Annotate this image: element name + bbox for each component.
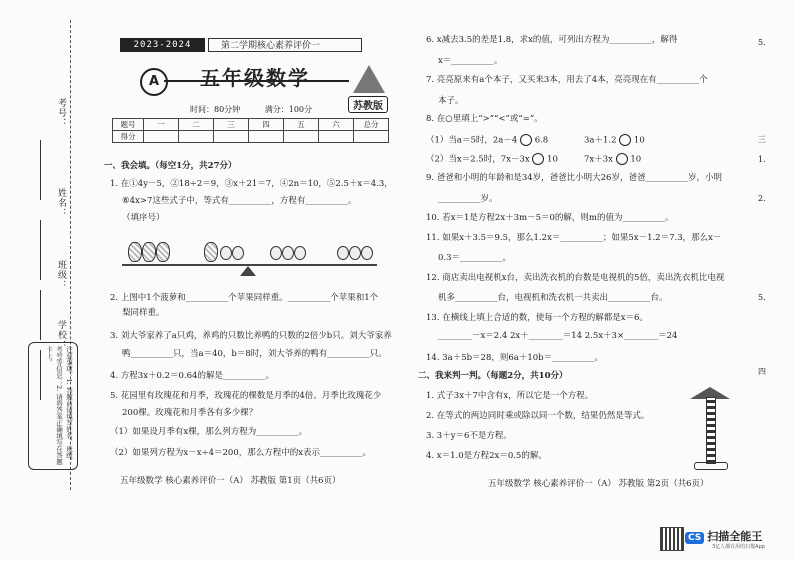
pineapple-icon (204, 242, 218, 262)
judge-4: 4. x＝1.0是方程2x＝0.5的解。 (426, 451, 547, 461)
edge-text: 5. (758, 293, 766, 302)
score-cell: 得分 (113, 131, 144, 143)
question-10: 10. 若x＝1是方程2x＋3m－5＝0的解，则m的值为__________。 (426, 213, 674, 223)
spinning-top-illustration (680, 372, 740, 472)
question-9-line-2: __________岁。 (438, 194, 498, 204)
cs-badge: CS (685, 532, 704, 544)
compare-circle[interactable] (619, 134, 631, 146)
right-page (418, 0, 748, 561)
apple-icon (232, 246, 244, 260)
question-11-line-2: 0.3＝__________。 (438, 253, 512, 263)
score-cell: 三 (214, 119, 249, 131)
q8-value: 10 (633, 135, 645, 146)
pineapple-icon (128, 242, 142, 262)
score-input[interactable] (214, 131, 249, 143)
question-13: 13. 在横线上填上合适的数，使每一个方程的解都是x＝6。 (426, 313, 648, 323)
full-score-text: 满分：100分 (264, 105, 313, 114)
question-8-part-2b (584, 153, 641, 167)
q8-value: 10 (547, 154, 558, 165)
score-input[interactable] (284, 131, 319, 143)
question-6-line-2: x＝__________。 (438, 56, 503, 66)
score-cell: 一 (144, 119, 179, 131)
judge-2: 2. 在等式的两边同时乘或除以同一个数，结果仍然是等式。 (426, 411, 650, 421)
question-5-part-2: （2）如果列方程为x－x÷4＝200，那么方程中的x表示__________。 (110, 448, 372, 458)
score-cell: 四 (249, 119, 284, 131)
edge-text: 四 (758, 367, 766, 376)
compare-circle[interactable] (532, 153, 544, 165)
question-9-line-1: 9. 爸爸和小明的年龄和是34岁，爸爸比小明大26岁，爸爸__________岁，小明 (426, 173, 722, 183)
score-input[interactable] (179, 131, 214, 143)
question-1-line-1: 1. 在①4y－5，②18÷2＝9，③x＋21＝7，④2n＝10，⑤2.5＋x＝4.3， (110, 179, 393, 189)
question-11-line-1: 11. 如果x＋3.5＝9.5，那么1.2x＝__________；如果5x－1.2＝7.3，那么x－ (426, 233, 722, 243)
q8-value: 10 (630, 154, 642, 165)
pear-icon (294, 246, 306, 260)
brand-name: 扫描全能王 (707, 530, 763, 543)
pole-icon (706, 397, 716, 464)
score-cell: 题号 (113, 119, 144, 131)
compare-circle[interactable] (520, 134, 532, 146)
class-label: 班级： (56, 260, 66, 290)
apple-icon (349, 246, 361, 260)
name-label: 姓名： (56, 188, 66, 218)
question-12-line-1: 12. 商店卖出电视机x台，卖出洗衣机的台数是电视机的5倍，卖出洗衣机比电视 (426, 273, 725, 283)
score-cell: 二 (179, 119, 214, 131)
balance-scale-illustration (122, 228, 377, 283)
question-7-line-1: 7. 亮亮原来有a个本子，又买来3本，用去了4本，亮亮现在有__________个 (426, 75, 708, 85)
notes-box: 注意事项：1. 答题前请填写姓名、班级、考号等信息；2. 请将答案正确填写在答题卡上。 (28, 342, 78, 470)
question-1-line-2: ⑥4x>7这些式子中，等式有__________，方程有__________。 (122, 196, 357, 206)
score-input[interactable] (144, 131, 179, 143)
q8-expr: 7x＋3x (584, 154, 613, 165)
edition-badge: 苏教版 (348, 96, 388, 113)
version-badge: A (140, 68, 168, 96)
score-input[interactable] (354, 131, 389, 143)
q8-value: 6.8 (534, 135, 549, 146)
edge-text: 1. (758, 155, 766, 164)
question-1-line-3: （填序号） (122, 213, 165, 223)
brand-tagline: 3亿人都在用的扫描App (712, 544, 765, 550)
school-label: 学校： (56, 320, 66, 350)
eval-banner: 第二学期核心素养评价一 (208, 38, 362, 52)
judge-3: 3. 3＋y＝6不是方程。 (426, 431, 512, 441)
footer-left: 五年级数学 核心素养评价一（A） 苏教版 第1页（共6页） (120, 476, 341, 486)
question-2-line-1: 2. 上图中1个菠萝和__________个苹果同样重。__________个苹果和1个 (110, 293, 379, 303)
question-8-part-1b (584, 134, 645, 148)
question-4: 4. 方程3x＋0.2＝0.64的解是__________。 (110, 371, 274, 381)
apple-icon (282, 246, 294, 260)
time-text: 时间：80分钟 (190, 105, 241, 114)
question-5-line-2: 200棵。玫瑰花和月季各有多少棵？ (122, 408, 258, 418)
judge-1: 1. 式子3x＋7中含有x，所以它是一个方程。 (426, 391, 594, 401)
question-5-line-1: 5. 花园里有玫瑰花和月季，玫瑰花的棵数是月季的4倍。月季比玫瑰花少 (110, 391, 382, 401)
qr-code (660, 527, 684, 551)
q8-expr: （1）当a＝5时，2a－4 (426, 135, 518, 146)
apple-icon (270, 246, 282, 260)
section-2-title: 二、我来判一判。（每题2分，共10分） (418, 371, 568, 381)
question-14: 14. 3a＋5b＝28，则6a＋10b＝__________。 (426, 353, 604, 363)
apple-icon (220, 246, 232, 260)
pineapple-icon (142, 242, 156, 262)
pineapple-icon (156, 242, 170, 262)
question-3-line-2: 鸭__________只，当a＝40，b＝8时，刘大爷养的鸭有__________只。 (122, 349, 387, 359)
edge-text: 三 (758, 135, 766, 144)
year-banner: 2023-2024 (120, 38, 205, 52)
answer-line (40, 220, 41, 280)
question-2-line-2: 梨同样重。 (122, 308, 165, 318)
apple-icon (337, 246, 349, 260)
left-page (100, 0, 400, 561)
base-icon (694, 462, 728, 470)
score-table (112, 118, 389, 143)
question-8-part-2 (426, 153, 558, 167)
score-value-row (113, 131, 389, 143)
question-8: 8. 在○里填上“>”“<”或“=”。 (426, 114, 543, 124)
edge-text: 5. (758, 38, 766, 47)
question-6-line-1: 6. x减去3.5的差是1.8，求x的值，可列出方程为__________，解得 (426, 35, 678, 45)
score-header-row (113, 119, 389, 131)
score-input[interactable] (319, 131, 354, 143)
page-title: 五年级数学 (200, 66, 310, 90)
footer-right: 五年级数学 核心素养评价一（A） 苏教版 第2页（共6页） (488, 479, 709, 489)
question-7-line-2: 本子。 (438, 96, 464, 106)
scanner-logo (685, 528, 762, 544)
score-cell: 六 (319, 119, 354, 131)
answer-line (40, 140, 41, 200)
q8-expr: （2）当x＝2.5时，7x－3x (426, 154, 530, 165)
answer-line (40, 290, 41, 340)
question-8-part-1 (426, 134, 548, 148)
edge-text: 2. (758, 194, 766, 203)
section-1-title: 一、我会填。（每空1分，共27分） (104, 161, 237, 171)
score-cell: 五 (284, 119, 319, 131)
q8-expr: 3a＋1.2 (584, 135, 617, 146)
question-12-line-2: 机多__________台，电视机和洗衣机一共卖出__________台。 (438, 293, 668, 303)
scale-base (240, 266, 256, 276)
kaohao-label: 考号： (56, 98, 66, 128)
exam-meta (190, 104, 334, 115)
compare-circle[interactable] (616, 153, 628, 165)
question-3-line-1: 3. 刘大爷家养了a只鸡，养鸡的只数比养鸭的只数的2倍少b只。刘大爷家养 (110, 331, 392, 341)
score-cell: 总分 (354, 119, 389, 131)
apple-icon (361, 246, 373, 260)
pyramid-icon (353, 65, 385, 93)
question-5-part-1: （1）如果设月季有x棵，那么列方程为__________。 (110, 427, 308, 437)
question-13-equations: ________－x＝2.4 2x＋________＝14 2.5x＋3×________＝24 (438, 331, 678, 341)
score-input[interactable] (249, 131, 284, 143)
